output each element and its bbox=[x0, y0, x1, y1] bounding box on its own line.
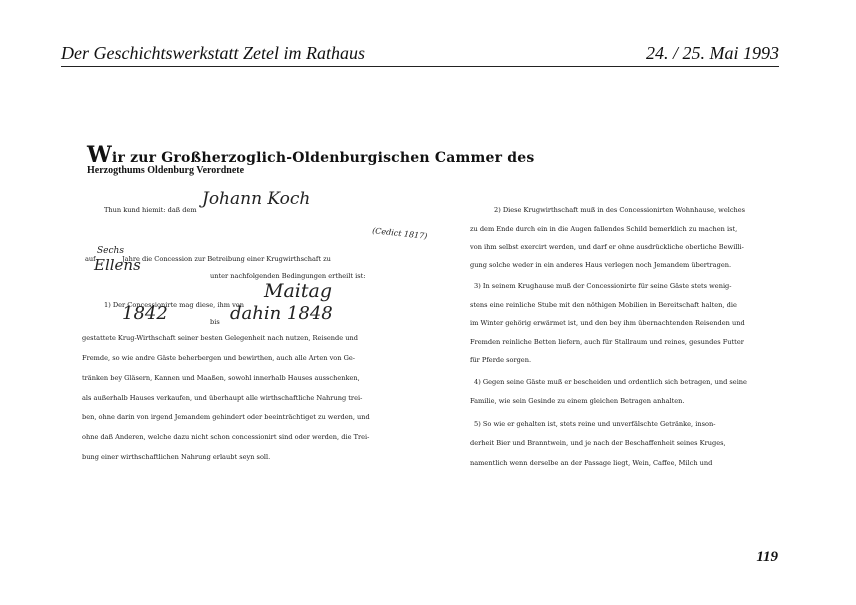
right-line-13: namentlich wenn derselbe an der Passage liegt, Wein, Caffee, Milch und bbox=[470, 459, 713, 467]
left-line-4: 1) Der Concessionirte mag diese, ihm von bbox=[104, 301, 245, 309]
left-line-9: als außerhalb Hauses verkaufen, und überhaupt alle wirthschaftliche Nahrung trei- bbox=[82, 394, 363, 402]
handwritten-from-date: Maitag bbox=[264, 280, 332, 302]
document-scan bbox=[82, 138, 772, 468]
right-line-11: 5) So wie er gehalten ist, stets reine und unverfälschte Getränke, inson- bbox=[474, 420, 716, 428]
left-line-3: unter nachfolgenden Bedingungen ertheilt ist: bbox=[210, 272, 366, 280]
left-line-6: gestattete Krug-Wirthschaft seiner besten Gelegenheit nach nutzen, Reisende und bbox=[82, 334, 358, 342]
left-line-5: bis bbox=[210, 318, 220, 326]
left-line-11: ohne daß Anderen, welche dazu nicht schon concessionirt sind oder werden, die Trei- bbox=[82, 433, 370, 441]
document-subtitle: Herzogthums Oldenburg Verordnete bbox=[87, 165, 245, 176]
left-line-12: bung einer wirthschaftlichen Nahrung erlaubt seyn soll. bbox=[82, 453, 271, 461]
handwritten-place: Ellens bbox=[94, 256, 141, 274]
left-line-8: tränken bey Gläsern, Kannen und Maaßen, sowohl innerhalb Hauses ausschenken, bbox=[82, 374, 360, 382]
right-line-2: von ihm selbst exercirt werden, und darf er ohne ausdrückliche oberliche Bewilli- bbox=[470, 243, 744, 251]
title-line1-text: ir zur Großherzoglich-Oldenburgischen Cammer des bbox=[111, 150, 535, 166]
left-line-10: ben, ohne darin von irgend Jemandem gehindert oder beeinträchtiget zu werden, und bbox=[82, 413, 370, 421]
right-line-12: derheit Bier und Branntwein, und je nach der Beschaffenheit seines Kruges, bbox=[470, 439, 726, 447]
left-line-1: auf bbox=[85, 255, 96, 263]
page-header bbox=[61, 41, 779, 67]
handwritten-margin-note: (Cedict 1817) bbox=[371, 226, 428, 241]
right-line-5: stens eine reinliche Stube mit den nöthigen Mobilien in Bereitschaft halten, die bbox=[470, 301, 737, 309]
title-initial: W bbox=[87, 142, 112, 168]
left-line-2: Jahre die Concession zur Betreibung einer Krugwirthschaft zu bbox=[122, 255, 331, 263]
page-number: 119 bbox=[756, 549, 778, 565]
handwritten-to-date: dahin 1848 bbox=[230, 303, 333, 324]
handwritten-years: Sechs bbox=[97, 246, 124, 256]
right-line-1: zu dem Ende durch ein in die Augen fallendes Schild bemerklich zu machen ist, bbox=[470, 225, 738, 233]
header-rule bbox=[61, 66, 779, 67]
handwritten-name: Johann Koch bbox=[202, 189, 311, 209]
left-line-7: Fremde, so wie andre Gäste beherbergen und bewirthen, auch alle Arten von Ge- bbox=[82, 354, 356, 362]
handwritten-from-year: 1842 bbox=[122, 303, 168, 324]
right-line-8: für Pferde sorgen. bbox=[470, 356, 532, 364]
right-line-6: im Winter gehörig erwärmet ist, und den bey ihm übernachtenden Reisenden und bbox=[470, 319, 745, 327]
right-line-3: gung solche weder in ein anderes Haus verlegen noch Jemandem übertragen. bbox=[470, 261, 732, 269]
left-line-0: Thun kund hiemit: daß dem bbox=[104, 206, 197, 214]
right-line-7: Fremden reinliche Betten liefern, auch für Stallraum und reines, gesundes Futter bbox=[470, 338, 744, 346]
header-title: Der Geschichtswerkstatt Zetel im Rathaus bbox=[61, 43, 365, 63]
right-line-0: 2) Diese Krugwirthschaft muß in des Concessionirten Wohnhause, welches bbox=[494, 206, 746, 214]
right-line-4: 3) In seinem Krughause muß der Concessionirte für seine Gäste stets wenig- bbox=[474, 282, 732, 290]
right-line-9: 4) Gegen seine Gäste muß er bescheiden und ordentlich sich betragen, und seine bbox=[474, 378, 747, 386]
right-line-10: Familie, wie sein Gesinde zu einem gleichen Betragen anhalten. bbox=[470, 397, 685, 405]
header-date: 24. / 25. Mai 1993 bbox=[646, 43, 779, 63]
